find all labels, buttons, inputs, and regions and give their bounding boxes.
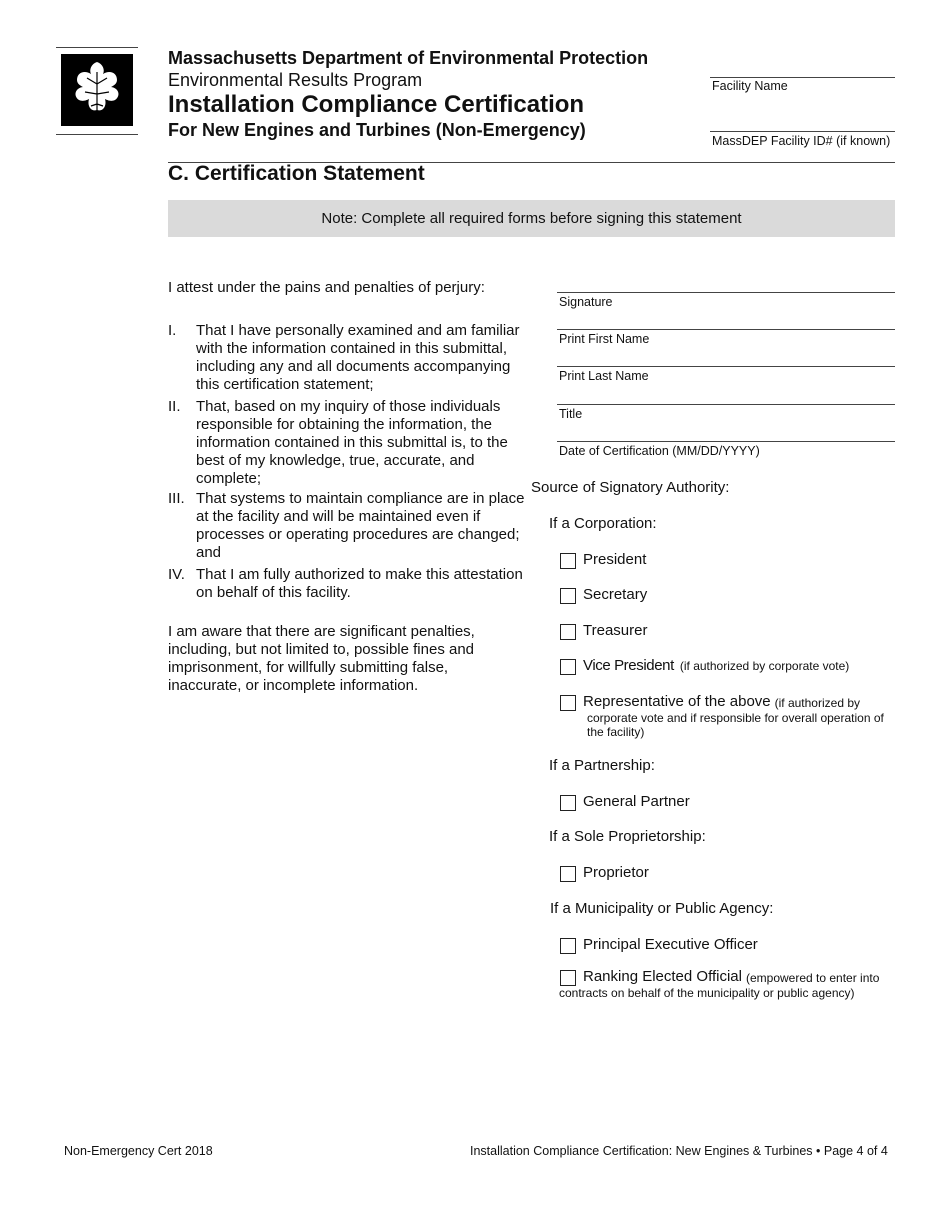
title-field[interactable] (557, 404, 895, 405)
date-label: Date of Certification (MM/DD/YYYY) (559, 444, 760, 458)
general-partner-option[interactable] (560, 793, 690, 811)
note-banner (168, 200, 895, 237)
elected-official-note-2: contracts on behalf of the municipality or public agency) (559, 986, 855, 1000)
proprietor-checkbox[interactable] (560, 866, 576, 882)
massdep-logo (56, 47, 138, 135)
principal-officer-checkbox[interactable] (560, 938, 576, 954)
partnership-label: If a Partnership: (549, 757, 655, 774)
treasurer-checkbox[interactable] (560, 624, 576, 640)
item-number: I. (168, 322, 177, 339)
footer-page-info: Installation Compliance Certification: New Engines & Turbines • Page 4 of 4 (470, 1144, 888, 1158)
facility-id-label: MassDEP Facility ID# (if known) (712, 134, 891, 148)
note-text: Note: Complete all required forms before signing this statement (321, 210, 742, 227)
last-name-label: Print Last Name (559, 369, 649, 383)
facility-id-field[interactable] (710, 131, 895, 132)
section-title: C. Certification Statement (168, 162, 425, 185)
item-number: IV. (168, 566, 185, 583)
signature-field[interactable] (557, 292, 895, 293)
secretary-option[interactable] (560, 586, 647, 604)
form-subtitle: For New Engines and Turbines (Non-Emergency) (168, 120, 586, 140)
authority-title: Source of Signatory Authority: (531, 479, 730, 496)
treasurer-label: Treasurer (583, 622, 648, 639)
item-number: III. (168, 490, 185, 507)
sole-proprietorship-label: If a Sole Proprietorship: (549, 828, 706, 845)
signature-label: Signature (559, 295, 613, 309)
footer-form-id: Non-Emergency Cert 2018 (64, 1144, 213, 1158)
principal-officer-option[interactable] (560, 936, 758, 954)
elected-official-note-1: (empowered to enter into (745, 971, 880, 985)
vice-president-option[interactable] (560, 657, 849, 675)
proprietor-option[interactable] (560, 864, 649, 882)
facility-name-field[interactable] (710, 77, 895, 78)
secretary-label: Secretary (583, 586, 648, 603)
representative-option[interactable] (560, 693, 860, 711)
penalty-awareness: I am aware that there are significant penalties, including, but not limited to, possible fines and imprisonment, for willfully submitting false, inaccurate, or incomplete information. (168, 623, 475, 694)
elected-official-checkbox[interactable] (560, 970, 576, 986)
general-partner-checkbox[interactable] (560, 795, 576, 811)
proprietor-label: Proprietor (583, 864, 649, 881)
corporation-label: If a Corporation: (549, 515, 657, 532)
representative-note-1: (if authorized by (774, 696, 861, 710)
item-text: That I have personally examined and am familiar with the information contained in this submittal, including any and all documents accompanying this certification statement; (196, 322, 520, 393)
program-name: Environmental Results Program (168, 70, 423, 90)
president-checkbox[interactable] (560, 553, 576, 569)
form-title: Installation Compliance Certification (168, 91, 585, 118)
representative-checkbox[interactable] (560, 695, 576, 711)
president-label: President (583, 551, 647, 568)
secretary-checkbox[interactable] (560, 588, 576, 604)
representative-note-2: corporate vote and if responsible for overall operation of (587, 711, 884, 725)
last-name-field[interactable] (557, 366, 895, 367)
principal-officer-label: Principal Executive Officer (583, 936, 758, 953)
municipality-label: If a Municipality or Public Agency: (550, 900, 774, 917)
item-text: That, based on my inquiry of those individuals responsible for obtaining the information, the information contained in this submittal is, to the best of my knowledge, true, accurate, and complete; (196, 398, 508, 487)
elected-official-option[interactable] (560, 968, 879, 986)
president-option[interactable] (560, 551, 646, 569)
representative-label: Representative of the above (583, 693, 771, 710)
item-text: That I am fully authorized to make this attestation on behalf of this facility. (196, 566, 523, 601)
date-field[interactable] (557, 441, 895, 442)
first-name-field[interactable] (557, 329, 895, 330)
attest-intro: I attest under the pains and penalties of perjury: (168, 279, 485, 296)
vice-president-note: (if authorized by corporate vote) (679, 659, 850, 673)
item-text: That systems to maintain compliance are in place at the facility and will be maintained even if processes or operating procedures are changed; and (196, 490, 525, 561)
item-number: II. (168, 398, 181, 415)
vice-president-checkbox[interactable] (560, 659, 576, 675)
treasurer-option[interactable] (560, 622, 647, 640)
first-name-label: Print First Name (559, 332, 650, 346)
representative-note-3: the facility) (587, 725, 645, 739)
vice-president-label: Vice President (583, 657, 674, 674)
elected-official-label: Ranking Elected Official (583, 968, 742, 985)
agency-name: Massachusetts Department of Environmental Protection (168, 48, 649, 68)
facility-name-label: Facility Name (712, 79, 788, 93)
general-partner-label: General Partner (583, 793, 690, 810)
oak-leaf-icon (61, 54, 133, 126)
title-label: Title (559, 407, 583, 421)
